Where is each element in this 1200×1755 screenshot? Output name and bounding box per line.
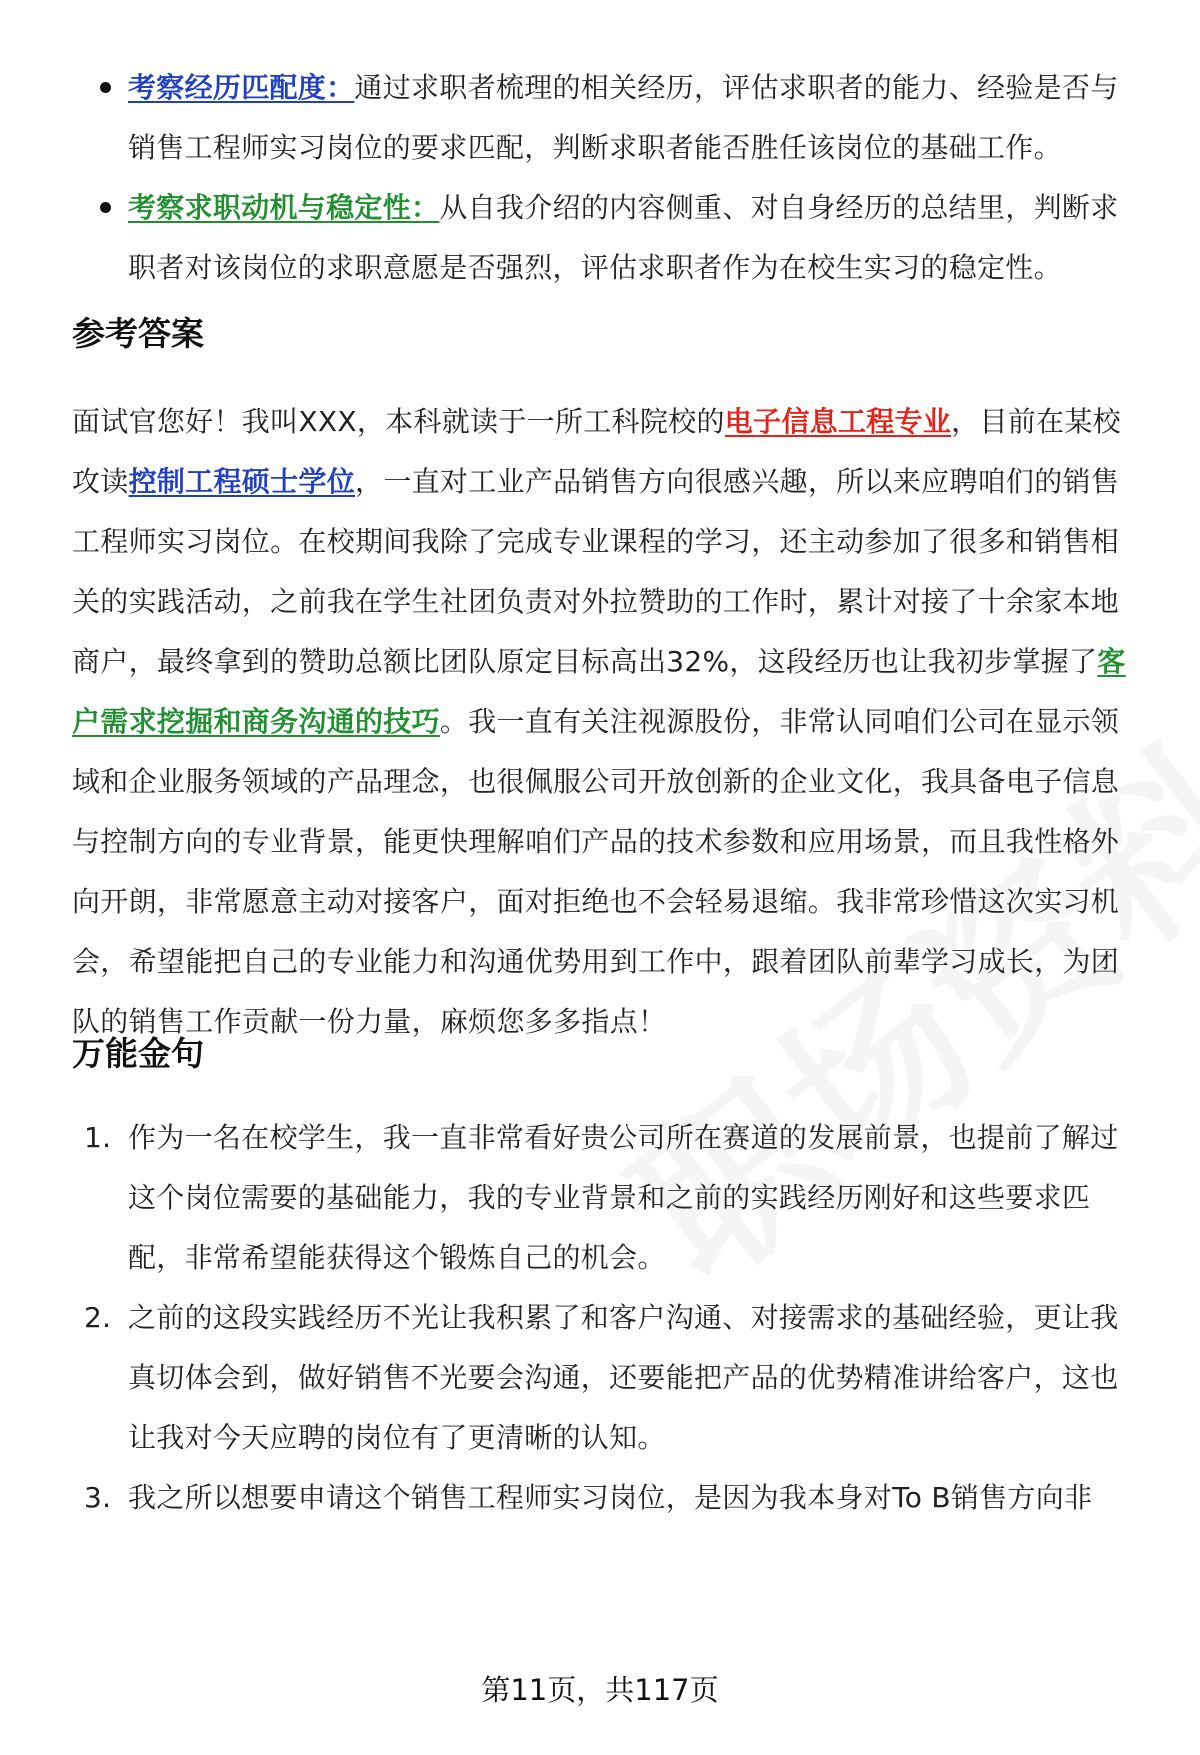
bullet-label-motivation-stability: 考察求职动机与稳定性：: [128, 191, 440, 224]
answer-highlight-major: 电子信息工程专业: [724, 405, 952, 438]
answer-text-2: ，目前在某校攻读: [72, 405, 1121, 498]
golden-sentence-text: 作为一名在校学生，我一直非常看好贵公司所在赛道的发展前景，也提前了解过这个岗位需要的基础能力，我的专业背景和之前的实践经历刚好和这些要求匹配，非常希望能获得这个锻炼自己的机会。: [128, 1121, 1119, 1274]
reference-answer-paragraph: [72, 392, 1147, 1052]
criteria-bullet-list: [70, 58, 1145, 298]
golden-sentence-item: [70, 1108, 1145, 1288]
answer-text-3: ，一直对工业产品销售方向很感兴趣，所以来应聘咱们的销售工程师实习岗位。在校期间我除了完成专业课程的学习，还主动参加了很多和销售相关的实践活动，之前我在学生社团负责对外拉赞助的工作时，累计对接了十余家本地商户，最终拿到的赞助总额比团队原定目标高出32%，这段经历也让我初步掌握了: [72, 465, 1120, 678]
bullet-item-experience-match: [70, 58, 1145, 178]
golden-sentence-number: 1.: [84, 1121, 112, 1154]
bullet-label-experience-match: 考察经历匹配度：: [128, 71, 355, 104]
golden-sentences-list: [70, 1108, 1145, 1528]
bullet-item-motivation-stability: [70, 178, 1145, 298]
page-footer-number: 第11页，共117页: [481, 1673, 719, 1707]
bullet-text-experience-match: 通过求职者梳理的相关经历，评估求职者的能力、经验是否与销售工程师实习岗位的要求匹配，判断求职者能否胜任该岗位的基础工作。: [128, 71, 1119, 164]
golden-sentence-text: 我之所以想要申请这个销售工程师实习岗位，是因为我本身对To B销售方向非: [128, 1481, 1093, 1514]
golden-sentence-text: 之前的这段实践经历不光让我积累了和客户沟通、对接需求的基础经验，更让我真切体会到，做好销售不光要会沟通，还要能把产品的优势精准讲给客户，这也让我对今天应聘的岗位有了更清晰的认知。: [128, 1301, 1119, 1454]
section-heading-reference-answer: 参考答案: [72, 314, 204, 353]
golden-sentence-number: 3.: [84, 1481, 112, 1514]
answer-highlight-degree: 控制工程硕士学位: [128, 465, 356, 498]
section-heading-golden-sentences: 万能金句: [72, 1034, 204, 1073]
answer-text-4: 。我一直有关注视源股份，非常认同咱们公司在显示领域和企业服务领域的产品理念，也很佩服公司开放创新的企业文化，我具备电子信息与控制方向的专业背景，能更快理解咱们产品的技术参数和应用场景，而且我性格外向开朗，非常愿意主动对接客户，面对拒绝也不会轻易退缩。我非常珍惜这次实习机会，希望能把自己的专业能力和沟通优势用到工作中，跟着团队前辈学习成长，为团队的销售工作贡献一份力量，麻烦您多多指点！: [72, 705, 1120, 1038]
golden-sentence-item: [70, 1468, 1145, 1528]
golden-sentence-item: [70, 1288, 1145, 1468]
golden-sentence-number: 2.: [84, 1301, 112, 1334]
bullet-text-motivation-stability: 从自我介绍的内容侧重、对自身经历的总结里，判断求职者对该岗位的求职意愿是否强烈，评估求职者作为在校生实习的稳定性。: [128, 191, 1119, 284]
answer-text-1: 面试官您好！我叫XXX，本科就读于一所工科院校的: [72, 405, 725, 438]
answer-highlight-skills: 客户需求挖掘和商务沟通的技巧: [72, 645, 1126, 738]
